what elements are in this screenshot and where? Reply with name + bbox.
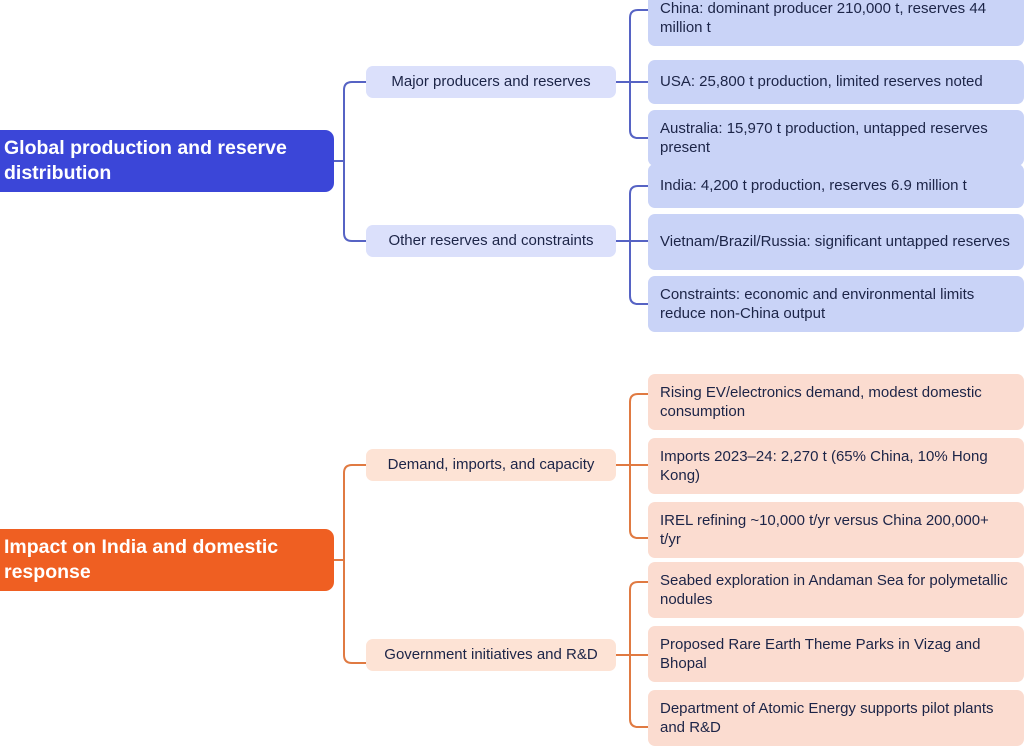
leaf-node-india-reserves[interactable]: India: 4,200 t production, reserves 6.9 million t	[648, 164, 1024, 208]
branch-node-government-initiatives[interactable]: Government initiatives and R&D	[366, 639, 616, 671]
root-node-impact-india[interactable]: Impact on India and domestic response	[0, 529, 334, 591]
branch-node-major-producers[interactable]: Major producers and reserves	[366, 66, 616, 98]
branch-node-other-reserves[interactable]: Other reserves and constraints	[366, 225, 616, 257]
branch-node-demand-imports[interactable]: Demand, imports, and capacity	[366, 449, 616, 481]
leaf-node-irel-refining[interactable]: IREL refining ~10,000 t/yr versus China 200,000+ t/yr	[648, 502, 1024, 558]
leaf-node-ev-demand[interactable]: Rising EV/electronics demand, modest domestic consumption	[648, 374, 1024, 430]
leaf-node-usa[interactable]: USA: 25,800 t production, limited reserves noted	[648, 60, 1024, 104]
leaf-node-constraints[interactable]: Constraints: economic and environmental limits reduce non-China output	[648, 276, 1024, 332]
leaf-node-vietnam-brazil-russia[interactable]: Vietnam/Brazil/Russia: significant untapped reserves	[648, 214, 1024, 270]
leaf-node-seabed-exploration[interactable]: Seabed exploration in Andaman Sea for polymetallic nodules	[648, 562, 1024, 618]
leaf-node-imports[interactable]: Imports 2023–24: 2,270 t (65% China, 10% Hong Kong)	[648, 438, 1024, 494]
leaf-node-atomic-energy[interactable]: Department of Atomic Energy supports pilot plants and R&D	[648, 690, 1024, 746]
leaf-node-australia[interactable]: Australia: 15,970 t production, untapped reserves present	[648, 110, 1024, 166]
leaf-node-china[interactable]: China: dominant producer 210,000 t, reserves 44 million t	[648, 0, 1024, 46]
root-node-global-production[interactable]: Global production and reserve distribution	[0, 130, 334, 192]
leaf-node-theme-parks[interactable]: Proposed Rare Earth Theme Parks in Vizag and Bhopal	[648, 626, 1024, 682]
